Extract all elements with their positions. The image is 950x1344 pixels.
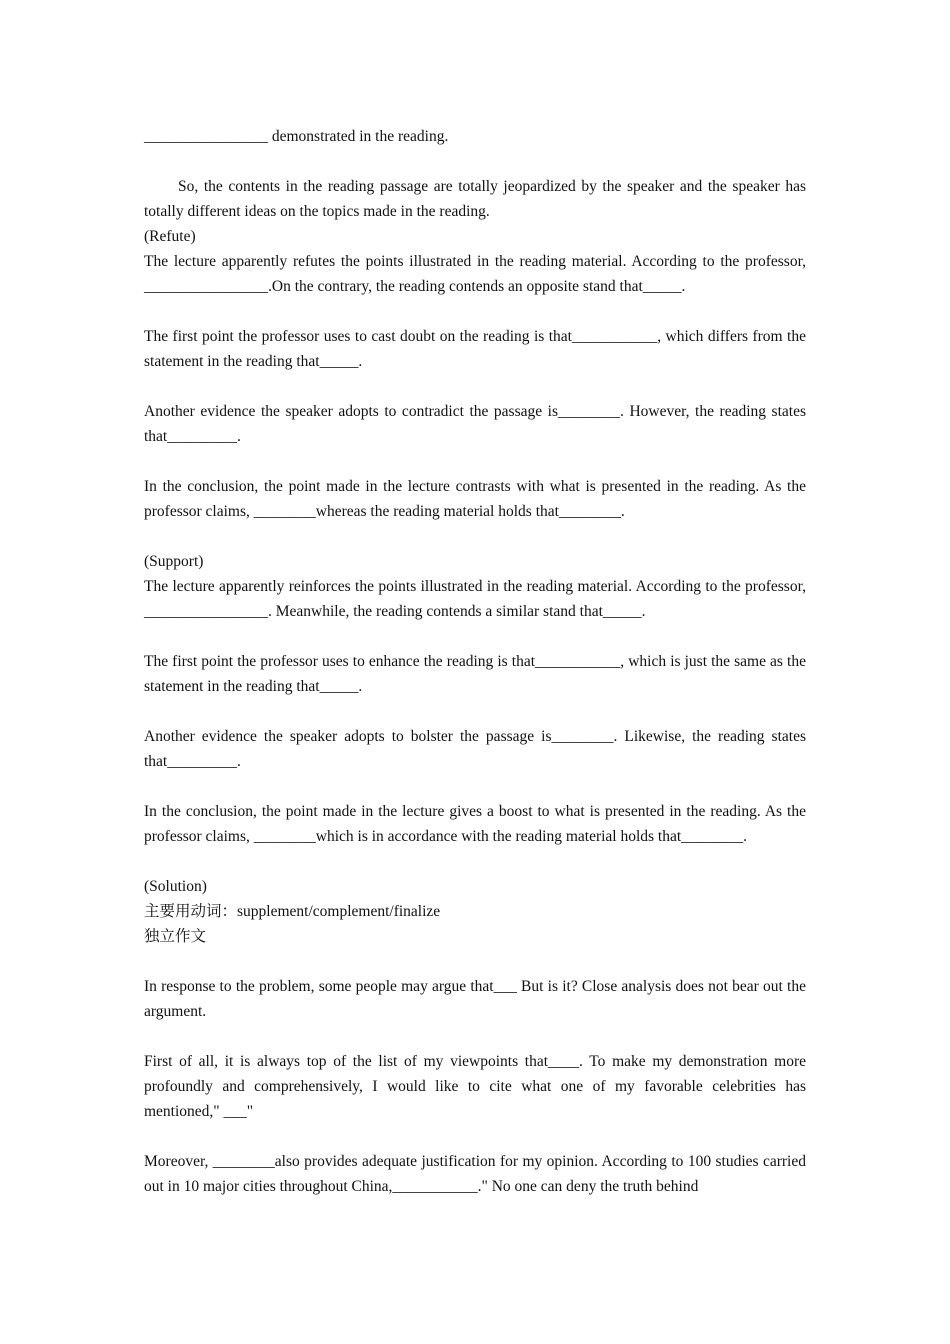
section-heading-refute: (Refute): [144, 228, 196, 245]
section-heading-solution: (Solution): [144, 878, 207, 895]
paragraph-support-first-point: The first point the professor uses to enhance the reading is that___________, which is just the same as the statement in the reading that_____.: [144, 653, 806, 695]
paragraph-gap: [144, 1024, 806, 1049]
paragraph-refute-conclusion: In the conclusion, the point made in the lecture contrasts with what is presented in the reading. As the professor claims, ________whereas the reading material holds that________.: [144, 478, 806, 520]
section-heading-support: (Support): [144, 553, 204, 570]
paragraph-gap: [144, 949, 806, 974]
paragraph-gap: [144, 149, 806, 174]
paragraph-gap: [144, 699, 806, 724]
paragraph-support-intro: The lecture apparently reinforces the points illustrated in the reading material. According to the professor, ________________. Meanwhile, the reading contends a similar stand that_____.: [144, 578, 806, 620]
paragraph-refute-second-point: Another evidence the speaker adopts to contradict the passage is________. However, the reading states that_________.: [144, 403, 806, 445]
paragraph-support-conclusion: In the conclusion, the point made in the lecture gives a boost to what is presented in the reading. As the professor claims, ________which is in accordance with the reading material holds that________.: [144, 803, 806, 845]
document-page: [144, 124, 806, 1199]
paragraph-gap: [144, 299, 806, 324]
paragraph-essay-intro: In response to the problem, some people may argue that___ But is it? Close analysis does not bear out the argument.: [144, 978, 806, 1020]
paragraph-gap: [144, 524, 806, 549]
paragraph-summary: So, the contents in the reading passage are totally jeopardized by the speaker and the speaker has totally different ideas on the topics made in the reading.: [144, 178, 806, 220]
paragraph-essay-second-point: Moreover, ________also provides adequate justification for my opinion. According to 100 studies carried out in 10 major cities throughout China,___________." No one can deny the truth behind: [144, 1153, 806, 1195]
paragraph-gap: [144, 374, 806, 399]
paragraph-refute-first-point: The first point the professor uses to cast doubt on the reading is that___________, which differs from the statement in the reading that_____.: [144, 328, 806, 370]
paragraph-gap: [144, 1124, 806, 1149]
paragraph-gap: [144, 449, 806, 474]
paragraph-main-verbs: 主要用动词：supplement/complement/finalize: [144, 903, 441, 920]
paragraph-refute-intro: The lecture apparently refutes the points illustrated in the reading material. According to the professor, ________________.On the contrary, the reading contends an opposite stand that_____.: [144, 253, 806, 295]
section-heading-independent-essay: 独立作文: [144, 928, 207, 945]
paragraph-reading-blank: ________________ demonstrated in the reading.: [144, 128, 449, 145]
paragraph-gap: [144, 849, 806, 874]
paragraph-essay-first-point: First of all, it is always top of the list of my viewpoints that____. To make my demonstration more profoundly and comprehensively, I would like to cite what one of my favorable celebrities has mentioned," ___": [144, 1053, 806, 1120]
paragraph-support-second-point: Another evidence the speaker adopts to bolster the passage is________. Likewise, the reading states that_________.: [144, 728, 806, 770]
paragraph-gap: [144, 774, 806, 799]
paragraph-gap: [144, 624, 806, 649]
